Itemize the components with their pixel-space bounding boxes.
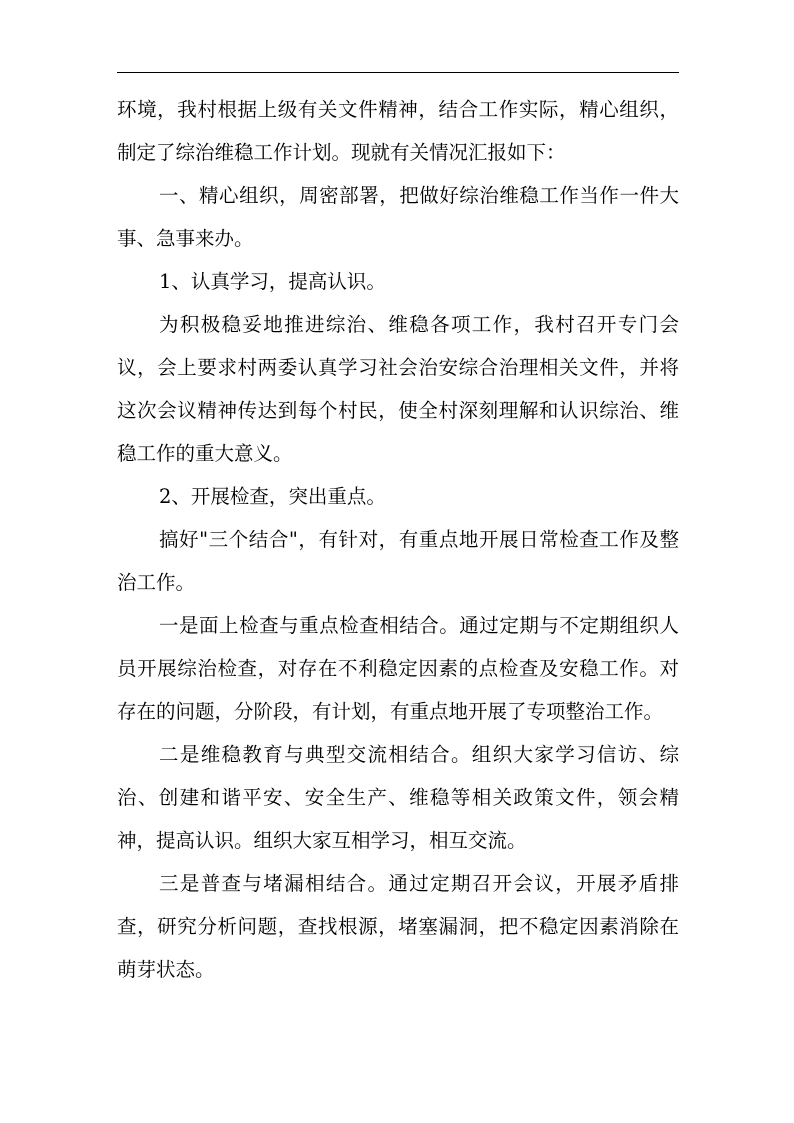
header-rule	[117, 72, 679, 73]
section-heading-1: 一、精心组织，周密部署，把做好综治维稳工作当作一件大事、急事来办。	[117, 184, 679, 250]
paragraph-three-combinations: 搞好"三个结合"，有针对，有重点地开展日常检查工作及整治工作。	[117, 528, 679, 594]
paragraph-intro: 环境，我村根据上级有关文件精神，结合工作实际，精心组织，制定了综治维稳工作计划。现就有关情况汇报如下：	[117, 98, 679, 164]
subheading-2: 2、开展检查，突出重点。	[159, 485, 386, 508]
subheading-1: 1、认真学习，提高认识。	[159, 270, 386, 293]
paragraph-study: 为积极稳妥地推进综治、维稳各项工作，我村召开专门会议，会上要求村两委认真学习社会治安综合治理相关文件，并将这次会议精神传达到每个村民，使全村深刻理解和认识综治、维稳工作的重大意义。	[117, 313, 679, 465]
document-body	[117, 88, 679, 991]
paragraph-point-2: 二是维稳教育与典型交流相结合。组织大家学习信访、综治、创建和谐平安、安全生产、维稳等相关政策文件，领会精神，提高认识。组织大家互相学习，相互交流。	[117, 743, 679, 852]
paragraph-point-3: 三是普查与堵漏相结合。通过定期召开会议，开展矛盾排查，研究分析问题，查找根源，堵塞漏洞，把不稳定因素消除在萌芽状态。	[117, 872, 679, 981]
paragraph-point-1: 一是面上检查与重点检查相结合。通过定期与不定期组织人员开展综治检查，对存在不利稳定因素的点检查及安稳工作。对存在的问题，分阶段，有计划，有重点地开展了专项整治工作。	[117, 614, 679, 723]
